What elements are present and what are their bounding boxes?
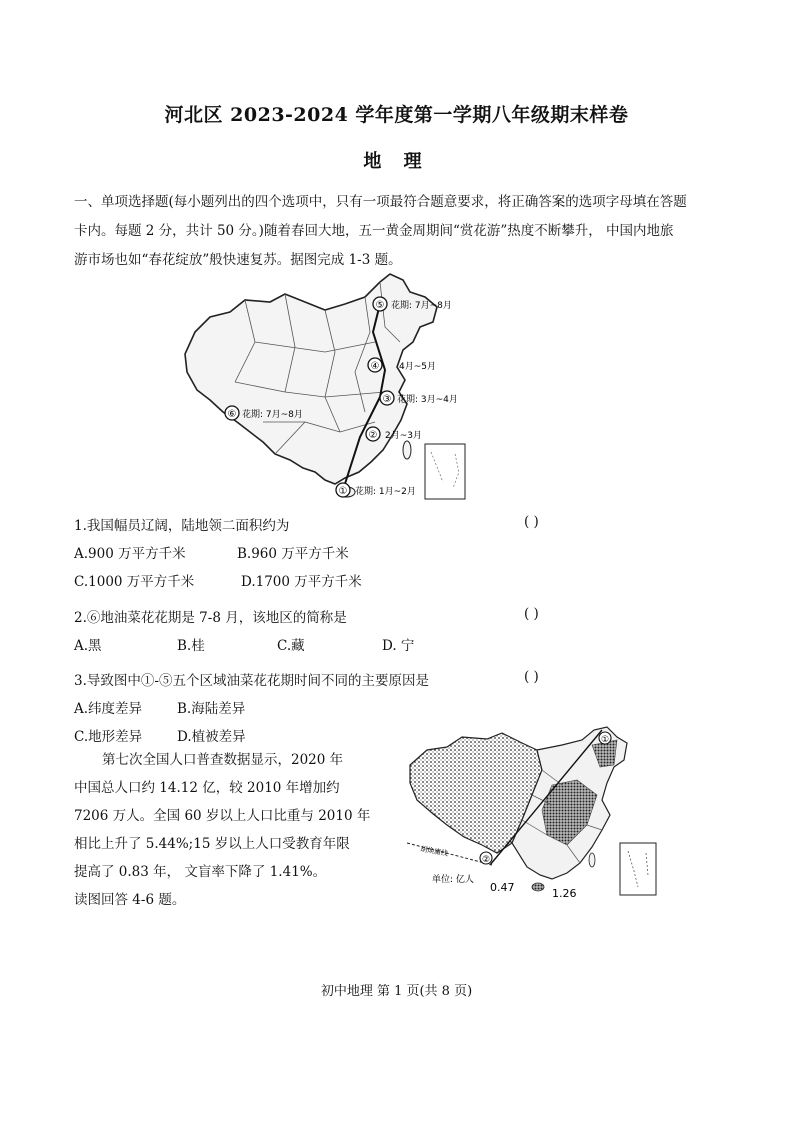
west-value: 0.47 [490, 881, 515, 894]
population-line-5: 提高了 0.83 年， 文盲率下降了 1.41%。 [74, 864, 327, 880]
marker-6-label: 花期: 7月~8月 [242, 410, 303, 420]
instruction-line-2: 卡内。每题 2 分，共计 50 分。)随着春回大地，五一黄金周期间“赏花游”热度不断攀升， 中国内地旅 [74, 223, 674, 239]
section-instructions [74, 188, 726, 275]
svg-text:①: ① [600, 735, 610, 745]
svg-text:⑥: ⑥ [227, 409, 237, 420]
q1-option-a[interactable]: A.900 万平方千米 [74, 546, 186, 562]
q1-option-d[interactable]: D.1700 万平方千米 [241, 574, 362, 590]
svg-text:③: ③ [382, 394, 392, 405]
population-line-6: 读图回答 4-6 题。 [74, 892, 186, 908]
marker-4-label: 4月~5月 [399, 362, 436, 372]
q3-option-d[interactable]: D.植被差异 [177, 729, 246, 745]
q3-option-b[interactable]: B.海陆差异 [177, 701, 246, 717]
page-footer: 初中地理 第 1 页(共 8 页) [320, 984, 473, 999]
marker-5-label: 花期: 7月~8月 [391, 301, 452, 311]
svg-text:②: ② [368, 430, 378, 441]
question-3-answer-blank[interactable]: ( ) [524, 669, 539, 685]
population-line-4: 相比上升了 5.44%;15 岁以上人口受教育年限 [74, 836, 350, 852]
q2-option-b[interactable]: B.桂 [177, 638, 205, 654]
instruction-line-3: 游市场也如“春花绽放”般快速复苏。据图完成 1-3 题。 [74, 252, 402, 268]
marker-2-label: 2月~3月 [385, 431, 422, 441]
q2-option-d[interactable]: D. 宁 [382, 638, 415, 654]
q1-option-b[interactable]: B.960 万平方千米 [237, 546, 349, 562]
svg-text:⑤: ⑤ [375, 300, 385, 311]
unit-label: 单位: 亿人 [432, 875, 474, 885]
population-map [402, 725, 660, 900]
q3-option-c[interactable]: C.地形差异 [74, 729, 143, 745]
question-1-answer-blank[interactable]: ( ) [524, 514, 539, 530]
svg-text:④: ④ [370, 361, 380, 372]
q1-option-c[interactable]: C.1000 万平方千米 [74, 574, 195, 590]
china-map-figure [175, 272, 475, 502]
svg-text:②: ② [481, 855, 491, 865]
question-1-stem: 1.我国幅员辽阔，陆地领二面积约为 [74, 518, 290, 534]
rapeseed-flowering-map [175, 272, 475, 502]
question-2-answer-blank[interactable]: ( ) [524, 606, 539, 622]
q2-option-a[interactable]: A.黑 [74, 638, 102, 654]
marker-3-label: 花期: 3月~4月 [397, 395, 458, 405]
exam-title: 河北区 2023-2024 学年度第一学期八年级期末样卷 [164, 104, 629, 126]
hu-line-label: 胡焕庸线 [419, 845, 449, 858]
question-3-stem: 3.导致图中①-⑤五个区域油菜花花期时间不同的主要原因是 [74, 673, 429, 689]
marker-1-label: 花期: 1月~2月 [355, 487, 416, 497]
population-line-3: 7206 万人。全国 60 岁以上人口比重与 2010 年 [74, 808, 371, 824]
population-paragraph [74, 746, 384, 914]
marker-4 [368, 358, 436, 372]
south-china-sea-inset-2 [620, 843, 656, 895]
q2-option-c[interactable]: C.藏 [277, 638, 305, 654]
population-line-1: 第七次全国人口普查数据显示，2020 年 [102, 752, 344, 768]
east-value: 1.26 [552, 887, 577, 900]
question-2-stem: 2.⑥地油菜花花期是 7-8 月，该地区的简称是 [74, 610, 347, 626]
population-line-2: 中国总人口约 14.12 亿，较 2010 年增加约 [74, 780, 340, 796]
pop-marker-2 [480, 852, 492, 865]
population-map-figure [402, 725, 660, 900]
instruction-line-1: 一、单项选择题(每小题列出的四个选项中，只有一项最符合题意要求，将正确答案的选项字母填在答题 [74, 194, 687, 210]
taiwan-island [403, 441, 411, 459]
q3-option-a[interactable]: A.纬度差异 [74, 701, 143, 717]
marker-3 [380, 391, 458, 405]
marker-1 [336, 483, 416, 497]
subject-title: 地 理 [363, 151, 430, 172]
svg-text:①: ① [338, 486, 348, 497]
